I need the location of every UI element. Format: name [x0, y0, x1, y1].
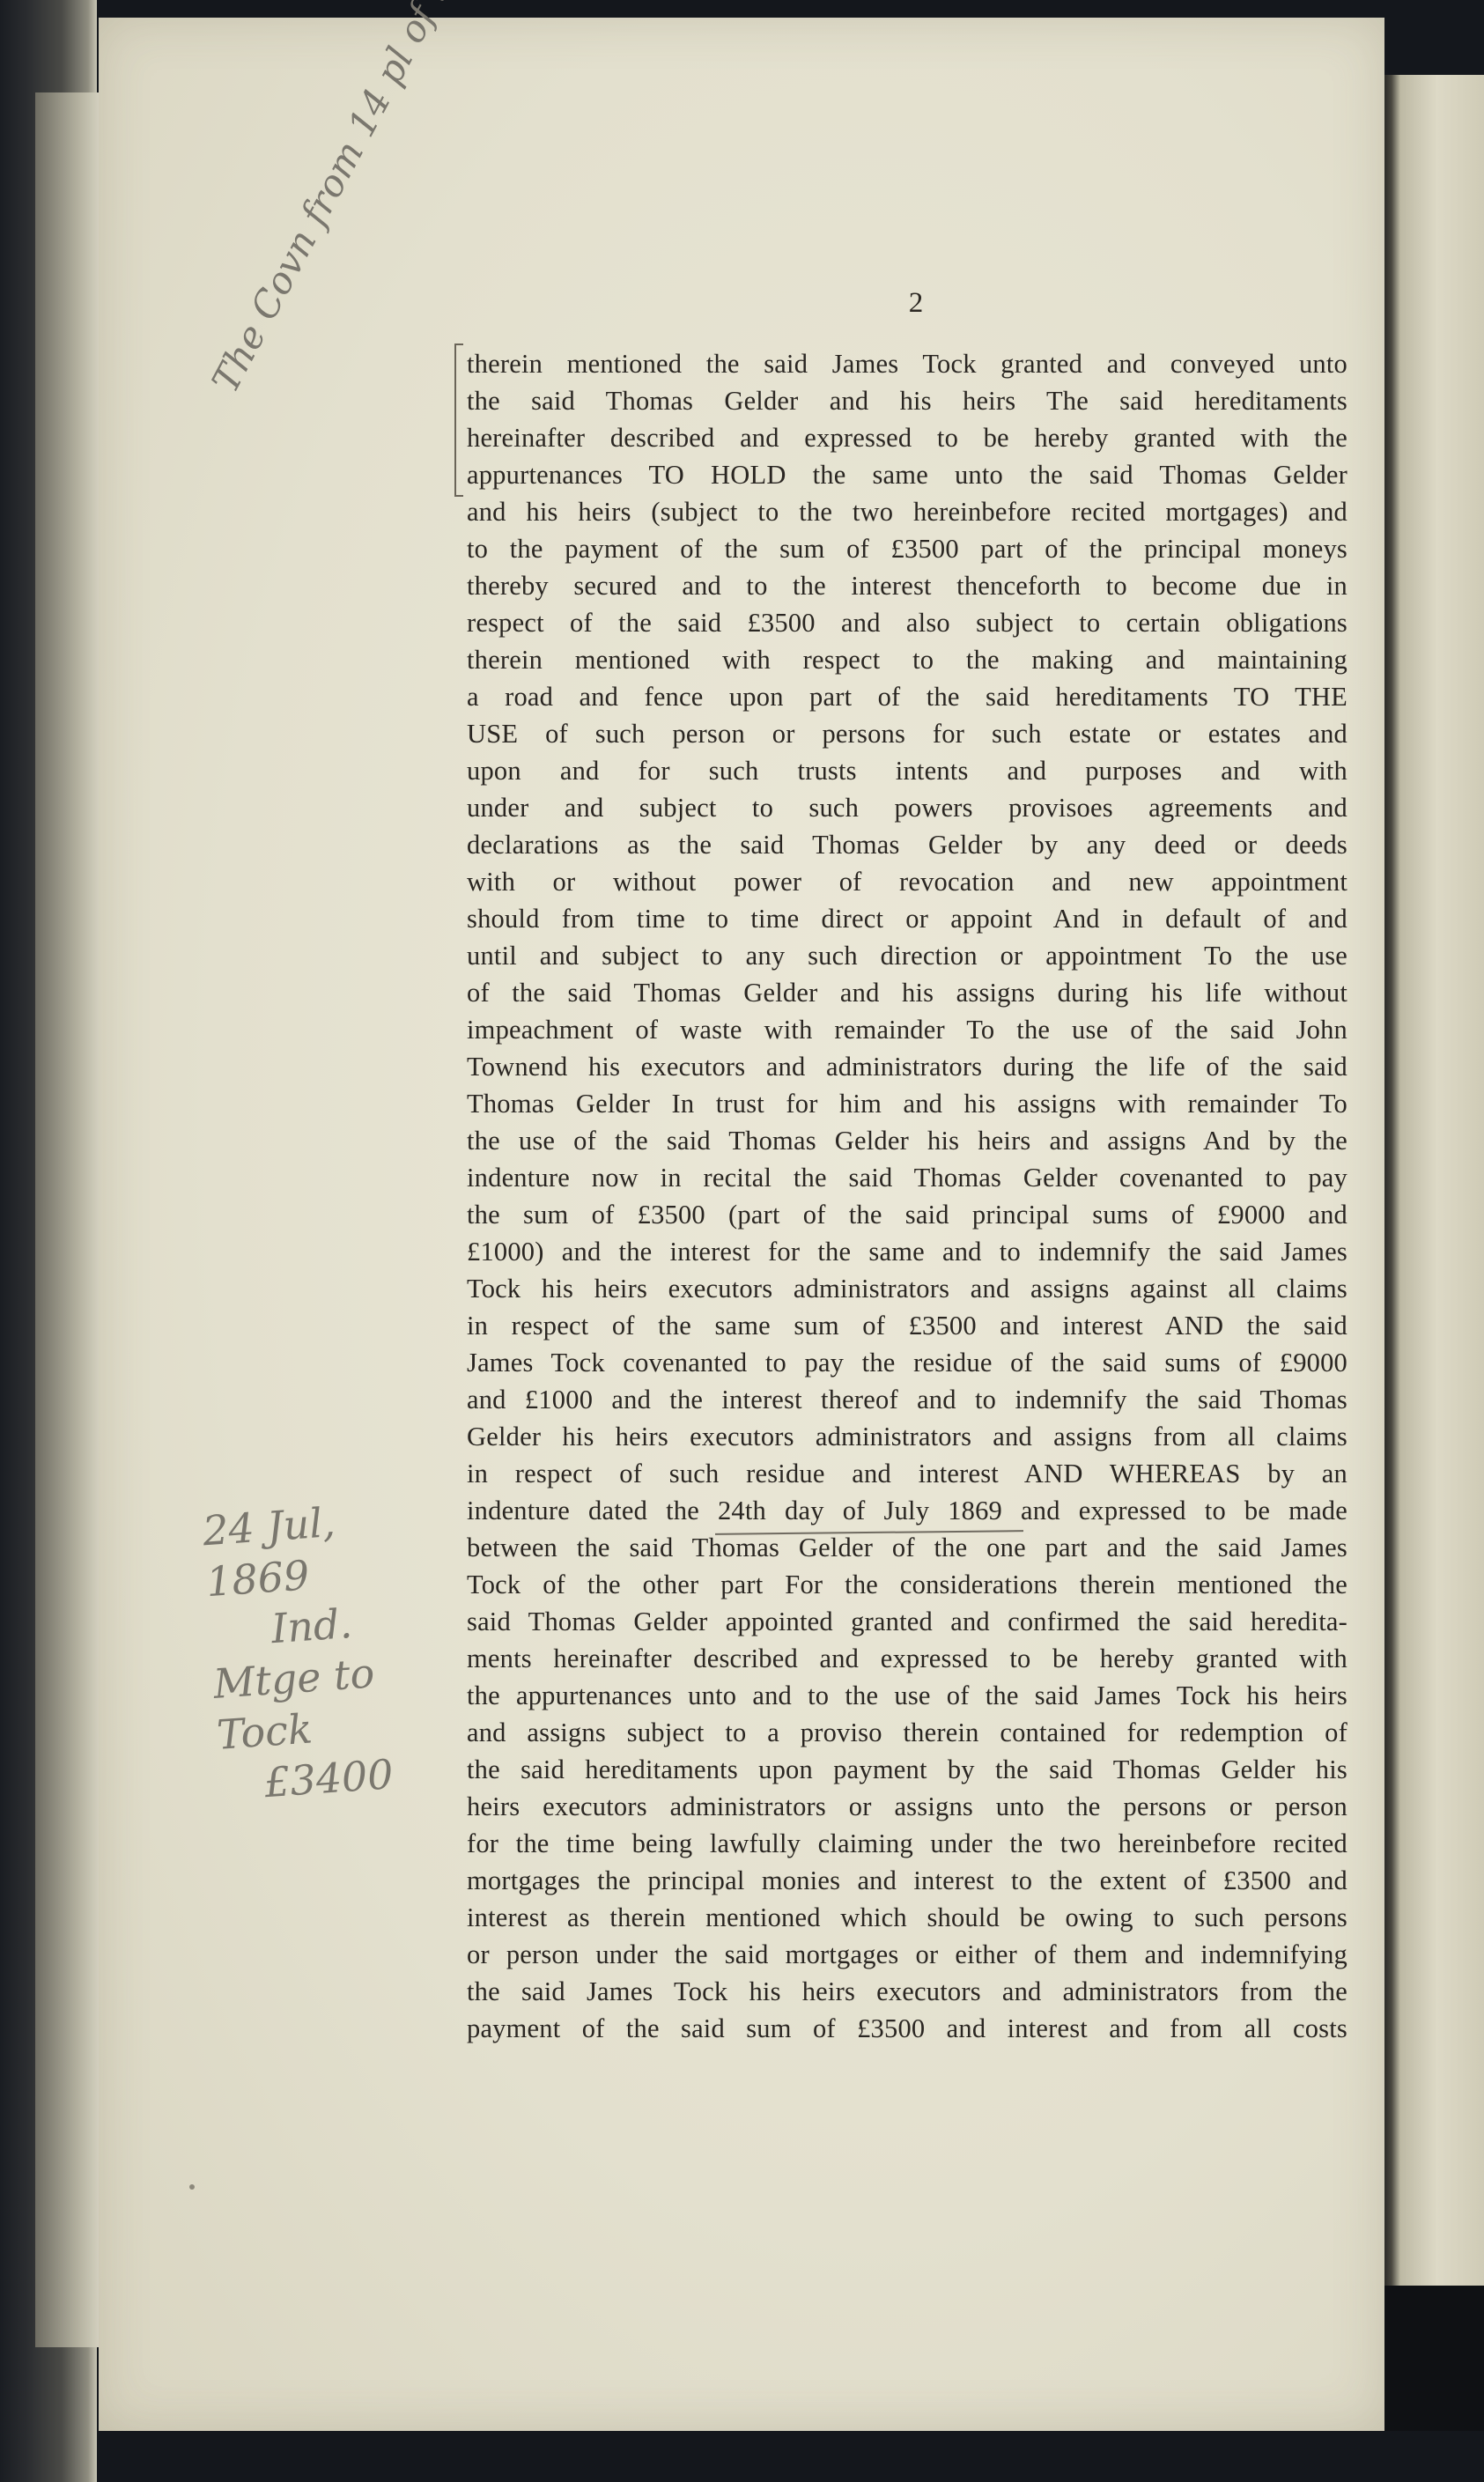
- text-line: impeachment of waste with remainder To the use of the said John: [467, 1015, 1347, 1045]
- text-line: until and subject to any such direction or appointment To the use: [467, 941, 1347, 971]
- margin-note-line: 24 Jul, 1869: [201, 1497, 337, 1607]
- margin-note-pencil-mortgage: [201, 1489, 451, 1811]
- text-line: of the said Thomas Gelder and his assigns during his life without: [467, 978, 1347, 1008]
- text-line: Tock his heirs executors administrators and assigns against all claims: [467, 1274, 1347, 1304]
- text-line: Thomas Gelder In trust for him and his assigns with remainder To: [467, 1089, 1347, 1119]
- text-line: upon and for such trusts intents and purposes and with: [467, 756, 1347, 786]
- text-line: the said hereditaments upon payment by the said Thomas Gelder his: [467, 1754, 1347, 1784]
- text-line: the said Thomas Gelder and his heirs The said hereditaments: [467, 386, 1347, 416]
- text-line: Tock of the other part For the considerations therein mentioned the: [467, 1570, 1347, 1599]
- background-shadow: [1384, 2286, 1484, 2431]
- text-line: with or without power of revocation and new appointment: [467, 867, 1347, 897]
- page-number: 2: [908, 287, 924, 319]
- text-line: the said James Tock his heirs executors and administrators from the: [467, 1976, 1347, 2006]
- text-line: thereby secured and to the interest thenceforth to become due in: [467, 571, 1347, 601]
- text-line: for the time being lawfully claiming under the two hereinbefore recited: [467, 1828, 1347, 1858]
- text-line: in respect of the same sum of £3500 and interest AND the said: [467, 1311, 1347, 1341]
- text-line: payment of the said sum of £3500 and interest and from all costs: [467, 2013, 1347, 2043]
- text-line: mortgages the principal monies and interest to the extent of £3500 and: [467, 1865, 1347, 1895]
- text-line: heirs executors administrators or assigns unto the persons or person: [467, 1791, 1347, 1821]
- text-line: indenture dated the 24th day of July 1869 and expressed to be made: [467, 1496, 1347, 1525]
- facing-page-edge: [35, 92, 103, 2347]
- text-line: or person under the said mortgages or either of them and indemnifying: [467, 1939, 1347, 1969]
- text-line: Gelder his heirs executors administrators and assigns from all claims: [467, 1422, 1347, 1452]
- text-line: indenture now in recital the said Thomas Gelder covenanted to pay: [467, 1163, 1347, 1193]
- body-text: [467, 345, 1347, 2047]
- text-line: a road and fence upon part of the said hereditaments TO THE: [467, 682, 1347, 712]
- text-line: and assigns subject to a proviso therein contained for redemption of: [467, 1717, 1347, 1747]
- page-stack-right-edge: [1384, 75, 1484, 2286]
- text-line: said Thomas Gelder appointed granted and confirmed the said heredita-: [467, 1607, 1347, 1636]
- margin-bracket-mark: [454, 343, 463, 497]
- margin-note-line: Ind.: [269, 1599, 354, 1653]
- text-line: in respect of such residue and interest AND WHEREAS by an: [467, 1459, 1347, 1488]
- text-line: and his heirs (subject to the two hereinbefore recited mortgages) and: [467, 497, 1347, 527]
- text-line: the sum of £3500 (part of the said principal sums of £9000 and: [467, 1200, 1347, 1230]
- text-line: appurtenances TO HOLD the same unto the said Thomas Gelder: [467, 460, 1347, 490]
- margin-note-line: Mtge to Tock: [211, 1649, 376, 1759]
- paper-speck: [189, 2184, 195, 2190]
- text-line: declarations as the said Thomas Gelder by any deed or deeds: [467, 830, 1347, 860]
- text-line: hereinafter described and expressed to be hereby granted with the: [467, 423, 1347, 453]
- text-line: £1000) and the interest for the same and to indemnify the said James: [467, 1237, 1347, 1267]
- text-line: between the said Thomas Gelder of the one part and the said James: [467, 1533, 1347, 1562]
- text-line: the use of the said Thomas Gelder his heirs and assigns And by the: [467, 1126, 1347, 1156]
- text-line: under and subject to such powers provisoes agreements and: [467, 793, 1347, 823]
- text-line: should from time to time direct or appoint And in default of and: [467, 904, 1347, 934]
- text-line: the appurtenances unto and to the use of the said James Tock his heirs: [467, 1681, 1347, 1710]
- text-line: USE of such person or persons for such estate or estates and: [467, 719, 1347, 749]
- text-line: therein mentioned with respect to the making and maintaining: [467, 645, 1347, 675]
- text-line: respect of the said £3500 and also subject to certain obligations: [467, 608, 1347, 638]
- margin-note-line: £3400: [262, 1750, 395, 1807]
- text-line: to the payment of the sum of £3500 part of the principal moneys: [467, 534, 1347, 564]
- text-line: and £1000 and the interest thereof and to indemnify the said Thomas: [467, 1385, 1347, 1415]
- text-line: interest as therein mentioned which should be owing to such persons: [467, 1902, 1347, 1932]
- text-line: Townend his executors and administrators during the life of the said: [467, 1052, 1347, 1082]
- text-line: James Tock covenanted to pay the residue of the said sums of £9000: [467, 1348, 1347, 1378]
- text-line: therein mentioned the said James Tock granted and conveyed unto: [467, 349, 1347, 379]
- text-line: ments hereinafter described and expressed to be hereby granted with: [467, 1644, 1347, 1673]
